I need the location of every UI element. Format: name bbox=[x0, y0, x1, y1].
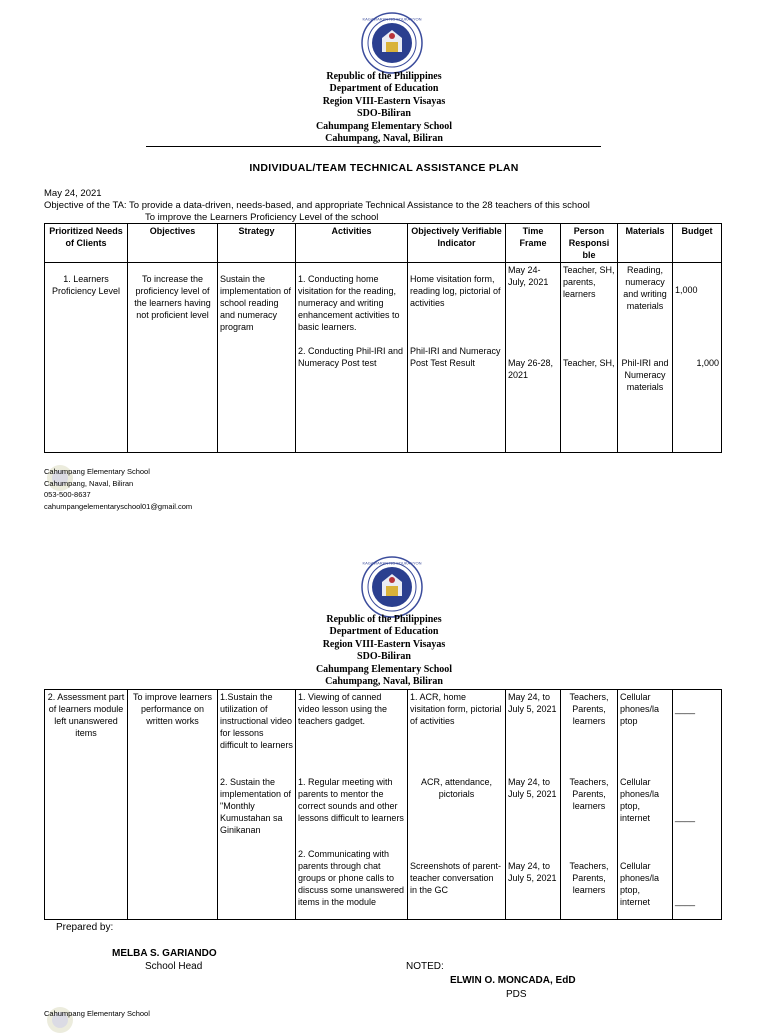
cell-time-frame bbox=[506, 690, 561, 920]
deped-seal-icon bbox=[361, 12, 423, 74]
prepared-by-title: School Head bbox=[145, 961, 203, 972]
person-2: Teacher, SH, bbox=[563, 358, 615, 368]
activity-2: 1. Regular meeting with parents to mentor the correct sounds and other lessons difficult to learners bbox=[298, 777, 404, 823]
footer-block-1 bbox=[44, 466, 192, 512]
cell-need: 1. Learners Proficiency Level bbox=[45, 263, 128, 453]
time-3: May 24, to July 5, 2021 bbox=[508, 861, 557, 883]
footer-address: Cahumpang, Naval, Biliran bbox=[44, 478, 134, 488]
activity-2: 2. Conducting Phil-IRI and Numeracy Post test bbox=[298, 346, 404, 368]
cell-person bbox=[561, 263, 618, 453]
cell-strategy bbox=[218, 690, 296, 920]
cell-time-frame bbox=[506, 263, 561, 453]
person-3: Teachers, Parents, learners bbox=[569, 861, 609, 895]
materials-3: Cellular phones/la ptop, internet bbox=[620, 861, 660, 907]
noted-label: NOTED: bbox=[406, 961, 444, 972]
materials-1: Reading, numeracy and writing materials bbox=[623, 265, 667, 311]
deped-seal-icon bbox=[361, 556, 423, 618]
technical-assistance-table-2 bbox=[44, 689, 722, 920]
noted-by-name: ELWIN O. MONCADA, EdD bbox=[450, 975, 576, 986]
person-1: Teacher, SH, parents, learners bbox=[563, 265, 615, 299]
header-line-4: SDO-Biliran bbox=[357, 108, 411, 120]
cell-objective: To improve learners performance on written works bbox=[128, 690, 218, 920]
indicator-2: Phil-IRI and Numeracy Post Test Result bbox=[410, 346, 501, 368]
header-budget: Budget bbox=[673, 224, 722, 263]
footer-school: Cahumpang Elementary School bbox=[44, 467, 150, 476]
footer-block-2 bbox=[44, 1008, 150, 1020]
cell-indicator bbox=[408, 690, 506, 920]
indicator-1: Home visitation form, reading log, pictorial of activities bbox=[410, 274, 501, 308]
time-2: May 26-28, 2021 bbox=[508, 358, 554, 380]
cell-strategy: Sustain the implementation of school reading and numeracy program bbox=[218, 263, 296, 453]
indicator-2: ACR, attendance, pictorials bbox=[420, 777, 493, 799]
budget-3: ____ bbox=[675, 896, 696, 906]
technical-assistance-table-1 bbox=[44, 223, 722, 453]
header-person-responsible: Person Responsi ble bbox=[561, 224, 618, 263]
cell-activities bbox=[296, 263, 408, 453]
header-materials: Materials bbox=[618, 224, 673, 263]
header-activities: Activities bbox=[296, 224, 408, 263]
prepared-by-name: MELBA S. GARIANDO bbox=[112, 948, 217, 959]
header-strategy: Strategy bbox=[218, 224, 296, 263]
header-line-5: Cahumpang Elementary School bbox=[315, 120, 453, 132]
cell-materials bbox=[618, 690, 673, 920]
materials-2: Cellular phones/la ptop, internet bbox=[620, 777, 660, 823]
table-row bbox=[45, 690, 722, 920]
materials-2: Phil-IRI and Numeracy materials bbox=[621, 358, 669, 392]
header-line-1: Republic of the Philippines bbox=[326, 614, 442, 625]
header-line-3: Region VIII-Eastern Visayas bbox=[322, 95, 446, 107]
header-divider bbox=[146, 146, 601, 147]
footer-phone: 053-500-8637 bbox=[44, 490, 91, 499]
indicator-1: 1. ACR, home visitation form, pictorial of activities bbox=[410, 692, 502, 726]
time-2: May 24, to July 5, 2021 bbox=[508, 777, 557, 799]
time-1: May 24-July, 2021 bbox=[508, 265, 549, 287]
table-header-row bbox=[45, 224, 722, 263]
activity-3: 2. Communicating with parents through chat groups or phone calls to discuss some unanswered items in the module bbox=[298, 849, 405, 907]
prepared-by-label: Prepared by: bbox=[56, 922, 114, 933]
objective-line-2: To improve the Learners Proficiency Level of the school bbox=[145, 212, 379, 223]
header-line-3: Region VIII-Eastern Visayas bbox=[322, 638, 446, 650]
header-line-2: Department of Education bbox=[329, 626, 439, 638]
activity-1: 1. Conducting home visitation for the reading, numeracy and writing enhancement activities to basic learners. bbox=[298, 274, 400, 332]
cell-materials bbox=[618, 263, 673, 453]
materials-1: Cellular phones/la ptop bbox=[620, 692, 660, 726]
budget-2: ____ bbox=[675, 812, 696, 822]
budget-1: 1,000 bbox=[675, 285, 698, 295]
footer-email: cahumpangelementaryschool01@gmail.com bbox=[44, 501, 193, 511]
document-title: INDIVIDUAL/TEAM TECHNICAL ASSISTANCE PLAN bbox=[249, 162, 519, 174]
noted-by-title: PDS bbox=[506, 989, 527, 1000]
activity-1: 1. Viewing of canned video lesson using the teachers gadget. bbox=[298, 692, 388, 726]
cell-person bbox=[561, 690, 618, 920]
header-indicator: Objectively Verifiable Indicator bbox=[408, 224, 506, 263]
budget-1: ____ bbox=[675, 704, 696, 714]
header-line-6: Cahumpang, Naval, Biliran bbox=[325, 133, 443, 145]
objective-line-1: Objective of the TA: To provide a data-driven, needs-based, and appropriate Technical Assistance to the 28 teachers of this school bbox=[44, 200, 590, 211]
table-row bbox=[45, 263, 722, 453]
budget-2: 1,000 bbox=[696, 358, 719, 368]
header-line-6: Cahumpang, Naval, Biliran bbox=[325, 676, 443, 688]
svg-text:KAGAWARAN NG EDUKASYON: KAGAWARAN NG EDUKASYON bbox=[362, 16, 422, 22]
header-line-2: Department of Education bbox=[329, 83, 439, 95]
svg-text:KAGAWARAN NG EDUKASYON: KAGAWARAN NG EDUKASYON bbox=[362, 560, 422, 566]
cell-indicator bbox=[408, 263, 506, 453]
strategy-1: 1.Sustain the utilization of instructional video for lessons difficult to learners bbox=[220, 692, 293, 750]
indicator-3: Screenshots of parent-teacher conversation in the GC bbox=[410, 861, 502, 895]
cell-activities bbox=[296, 690, 408, 920]
person-2: Teachers, Parents, learners bbox=[569, 777, 609, 811]
cell-budget bbox=[673, 263, 722, 453]
header-line-4: SDO-Biliran bbox=[357, 651, 411, 663]
cell-need: 2. Assessment part of learners module left unanswered items bbox=[45, 690, 128, 920]
person-1: Teachers, Parents, learners bbox=[569, 692, 609, 726]
header-objectives: Objectives bbox=[128, 224, 218, 263]
footer-school: Cahumpang Elementary School bbox=[44, 1009, 150, 1018]
cell-objective: To increase the proficiency level of the learners having not proficient level bbox=[128, 263, 218, 453]
cell-budget bbox=[673, 690, 722, 920]
time-1: May 24, to July 5, 2021 bbox=[508, 692, 557, 714]
header-prioritized-needs: Prioritized Needs of Clients bbox=[45, 224, 128, 263]
document-date: May 24, 2021 bbox=[44, 188, 102, 199]
header-line-1: Republic of the Philippines bbox=[326, 71, 442, 82]
header-line-5: Cahumpang Elementary School bbox=[315, 663, 453, 675]
header-time-frame: Time Frame bbox=[506, 224, 561, 263]
strategy-2: 2. Sustain the implementation of "Monthly Kumustahan sa Ginikanan bbox=[220, 777, 292, 835]
